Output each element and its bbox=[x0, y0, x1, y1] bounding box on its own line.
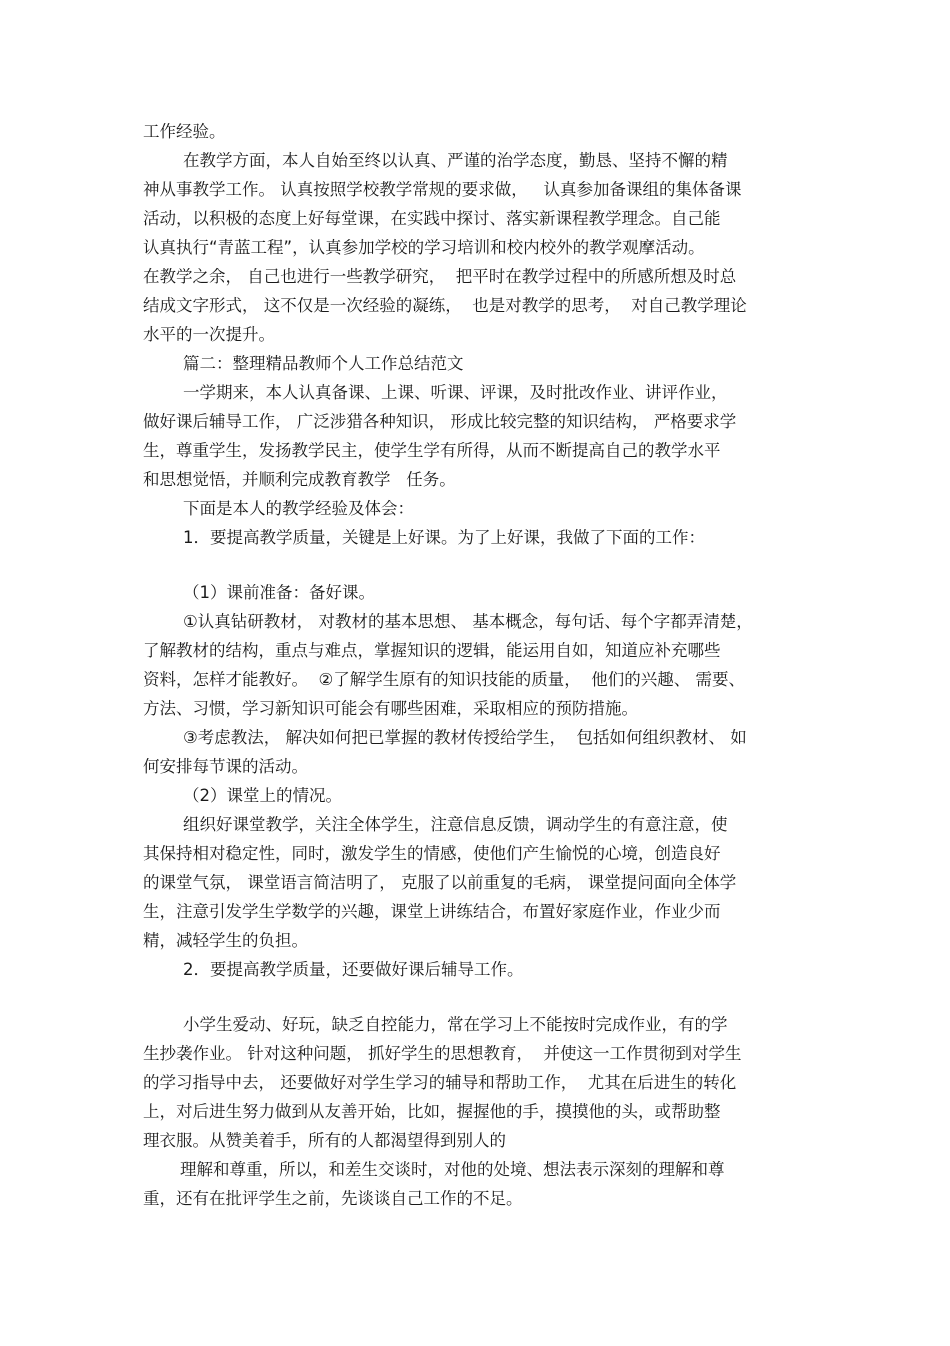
text-line: 了解教材的结构，重点与难点，掌握知识的逻辑，能运用自如，知道应补充哪些 bbox=[143, 641, 721, 660]
text-line: 生，尊重学生，发扬教学民主，使学生学有所得，从而不断提高自己的教学水平 bbox=[143, 441, 721, 460]
text-line: 的学习指导中去， 还要做好对学生学习的辅导和帮助工作， 尤其在后进生的转化 bbox=[143, 1073, 737, 1092]
text-line: 神从事教学工作。 认真按照学校教学常规的要求做， 认真参加备课组的集体备课 bbox=[143, 180, 742, 199]
text-line: 生，注意引发学生学数学的兴趣，课堂上讲练结合，布置好家庭作业，作业少而 bbox=[143, 902, 721, 921]
text-line: 理衣服。从赞美着手，所有的人都渴望得到别人的 bbox=[143, 1131, 506, 1150]
text-line: 理解和尊重，所以，和差生交谈时，对他的处境、想法表示深刻的理解和尊 bbox=[180, 1160, 725, 1179]
text-line: 结成文字形式， 这不仅是一次经验的凝练， 也是对教学的思考， 对自己教学理论 bbox=[143, 296, 747, 315]
text-line: 在教学方面，本人自始至终以认真、严谨的治学态度，勤恳、坚持不懈的精 bbox=[183, 151, 728, 170]
section-heading: 篇二：整理精品教师个人工作总结范文 bbox=[183, 354, 464, 373]
text-line: 何安排每节课的活动。 bbox=[143, 757, 308, 776]
text-line: 做好课后辅导工作， 广泛涉猎各种知识， 形成比较完整的知识结构， 严格要求学 bbox=[143, 412, 737, 431]
text-line: 和思想觉悟，并顺利完成教育教学 任务。 bbox=[143, 470, 456, 489]
text-line: 精，减轻学生的负担。 bbox=[143, 931, 308, 950]
text-line: 1．要提高教学质量，关键是上好课。为了上好课，我做了下面的工作： bbox=[183, 528, 705, 547]
text-line: 生抄袭作业。 针对这种问题， 抓好学生的思想教育， 并使这一工作贯彻到对学生 bbox=[143, 1044, 742, 1063]
text-line: 上，对后进生努力做到从友善开始，比如，握握他的手，摸摸他的头，或帮助整 bbox=[143, 1102, 721, 1121]
text-line: 重，还有在批评学生之前，先谈谈自己工作的不足。 bbox=[143, 1189, 523, 1208]
text-line: 其保持相对稳定性，同时，激发学生的情感，使他们产生愉悦的心境，创造良好 bbox=[143, 844, 721, 863]
text-line: 认真执行“青蓝工程”，认真参加学校的学习培训和校内校外的教学观摩活动。 bbox=[143, 238, 705, 257]
text-line: 工作经验。 bbox=[143, 122, 226, 141]
text-line: 在教学之余， 自己也进行一些教学研究， 把平时在教学过程中的所感所想及时总 bbox=[143, 267, 737, 286]
text-line: 小学生爱动、好玩，缺乏自控能力，常在学习上不能按时完成作业，有的学 bbox=[183, 1015, 728, 1034]
text-line: （1）课前准备：备好课。 bbox=[183, 583, 375, 602]
text-line: 活动，以积极的态度上好每堂课，在实践中探讨、落实新课程教学理念。自己能 bbox=[143, 209, 721, 228]
text-line: 组织好课堂教学，关注全体学生，注意信息反馈，调动学生的有意注意，使 bbox=[183, 815, 728, 834]
text-line: 方法、习惯，学习新知识可能会有哪些困难，采取相应的预防措施。 bbox=[143, 699, 638, 718]
text-line: ①认真钻研教材， 对教材的基本思想、 基本概念，每句话、每个字都弄清楚， bbox=[183, 612, 753, 631]
text-line: 2．要提高教学质量，还要做好课后辅导工作。 bbox=[183, 960, 524, 979]
text-line: 的课堂气氛， 课堂语言简洁明了， 克服了以前重复的毛病， 课堂提问面向全体学 bbox=[143, 873, 737, 892]
text-line: 下面是本人的教学经验及体会： bbox=[183, 499, 414, 518]
text-line: 资料，怎样才能教好。 ②了解学生原有的知识技能的质量， 他们的兴趣、 需要、 bbox=[143, 670, 746, 689]
text-line: ③考虑教法， 解决如何把已掌握的教材传授给学生， 包括如何组织教材、 如 bbox=[183, 728, 747, 747]
text-line: 一学期来，本人认真备课、上课、听课、评课，及时批改作业、讲评作业， bbox=[183, 383, 728, 402]
text-line: 水平的一次提升。 bbox=[143, 325, 275, 344]
text-line: （2）课堂上的情况。 bbox=[183, 786, 342, 805]
